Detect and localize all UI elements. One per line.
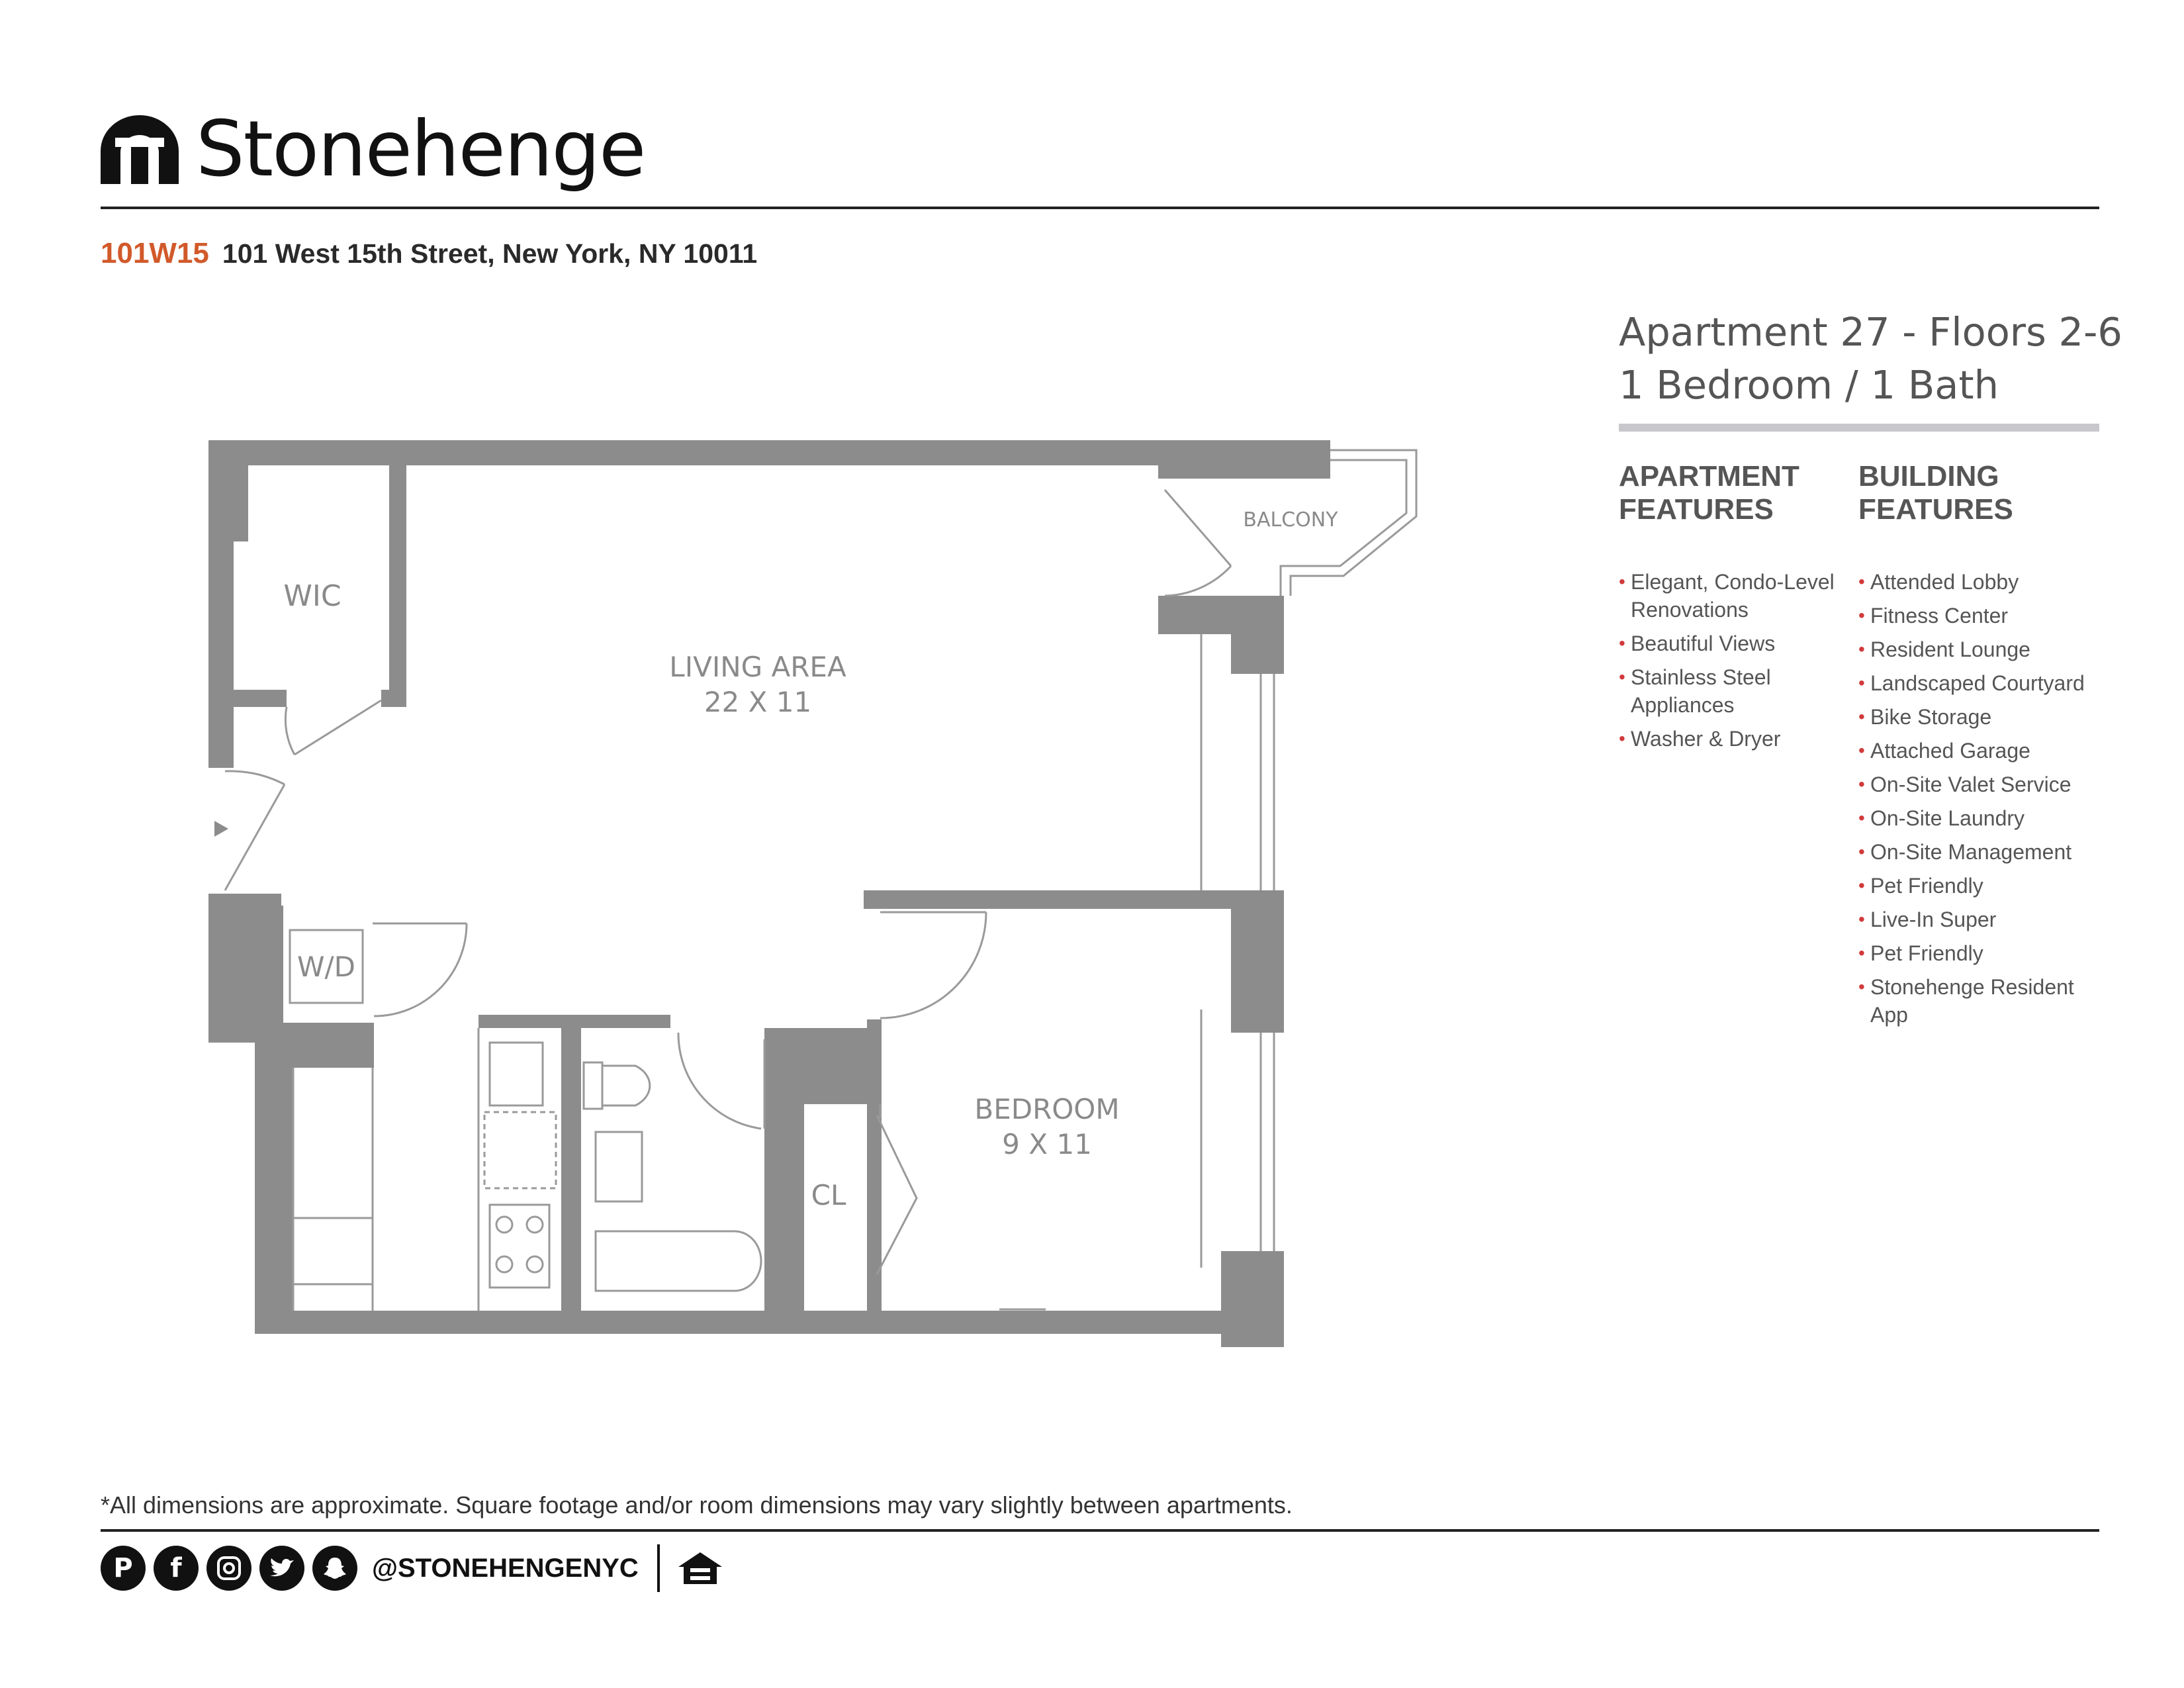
list-item: • Stainless Steel Appliances bbox=[1619, 663, 1850, 719]
apartment-features-heading bbox=[1619, 460, 1799, 526]
brand-logo bbox=[101, 105, 645, 194]
twitter-icon[interactable] bbox=[259, 1546, 304, 1591]
list-item: • Attended Lobby bbox=[1858, 568, 2103, 596]
list-item: • Beautiful Views bbox=[1619, 630, 1850, 657]
room-label-wd: W/D bbox=[296, 951, 356, 983]
list-item: • Pet Friendly bbox=[1858, 872, 2103, 900]
footer-divider bbox=[101, 1529, 2099, 1532]
property-code: 101W15 bbox=[101, 237, 209, 269]
social-handle[interactable]: @STONEHENGENYC bbox=[372, 1553, 639, 1583]
footer bbox=[101, 1544, 723, 1593]
room-dims-bedroom: 9 X 11 bbox=[1002, 1128, 1092, 1160]
room-label-bedroom: BEDROOM bbox=[974, 1093, 1120, 1125]
property-address: 101 West 15th Street, New York, NY 10011 bbox=[222, 238, 758, 269]
list-item: • Bike Storage bbox=[1858, 703, 2103, 731]
building-features-heading bbox=[1858, 460, 2013, 526]
fixtures bbox=[225, 450, 1416, 1311]
equal-housing-icon bbox=[677, 1551, 723, 1585]
room-dims-living: 22 X 11 bbox=[704, 686, 812, 718]
list-item: • On-Site Management bbox=[1858, 838, 2103, 866]
list-item: • Attached Garage bbox=[1858, 737, 2103, 765]
disclaimer: *All dimensions are approximate. Square footage and/or room dimensions may vary slightly between apartments. bbox=[101, 1491, 1293, 1519]
stonehenge-arch-icon bbox=[101, 115, 179, 184]
apartment-features-heading-line2: FEATURES bbox=[1619, 493, 1774, 526]
list-item: • Fitness Center bbox=[1858, 602, 2103, 630]
header-divider bbox=[101, 207, 2099, 209]
apartment-title-line1: Apartment 27 - Floors 2-6 bbox=[1619, 309, 2122, 355]
property-address-line bbox=[101, 237, 757, 270]
room-label-living: LIVING AREA bbox=[669, 651, 846, 683]
building-features-heading-line2: FEATURES bbox=[1858, 493, 2013, 526]
apartment-title bbox=[1619, 306, 2122, 412]
list-item: • On-Site Laundry bbox=[1858, 804, 2103, 832]
walls bbox=[208, 440, 1330, 1347]
list-item: • Landscaped Courtyard bbox=[1858, 669, 2103, 697]
building-features-heading-line1: BUILDING bbox=[1858, 460, 1999, 492]
room-label-closet: CL bbox=[811, 1179, 846, 1211]
pinterest-icon[interactable]: P bbox=[101, 1546, 146, 1591]
list-item: • On-Site Valet Service bbox=[1858, 771, 2103, 798]
list-item: • Pet Friendly bbox=[1858, 939, 2103, 967]
list-item: • Live-In Super bbox=[1858, 906, 2103, 933]
list-item: • Resident Lounge bbox=[1858, 635, 2103, 663]
room-label-wic: WIC bbox=[283, 579, 341, 613]
list-item: • Washer & Dryer bbox=[1619, 725, 1850, 753]
list-item: • Stonehenge Resident App bbox=[1858, 973, 2103, 1029]
list-item: • Elegant, Condo-Level Renovations bbox=[1619, 568, 1850, 624]
apartment-title-line2: 1 Bedroom / 1 Bath bbox=[1619, 362, 1999, 408]
apartment-features-heading-line1: APARTMENT bbox=[1619, 460, 1799, 492]
apartment-features-list bbox=[1619, 568, 1850, 759]
room-label-balcony: BALCONY bbox=[1243, 508, 1338, 532]
building-features-list bbox=[1858, 568, 2103, 1035]
brand-name: Stonehenge bbox=[196, 105, 645, 194]
instagram-icon[interactable] bbox=[206, 1546, 251, 1591]
footer-separator bbox=[657, 1544, 660, 1592]
title-underline-bar bbox=[1619, 424, 2099, 432]
snapchat-icon[interactable] bbox=[312, 1546, 357, 1591]
entry-arrow-icon bbox=[214, 821, 228, 837]
facebook-icon[interactable]: f bbox=[154, 1546, 199, 1591]
